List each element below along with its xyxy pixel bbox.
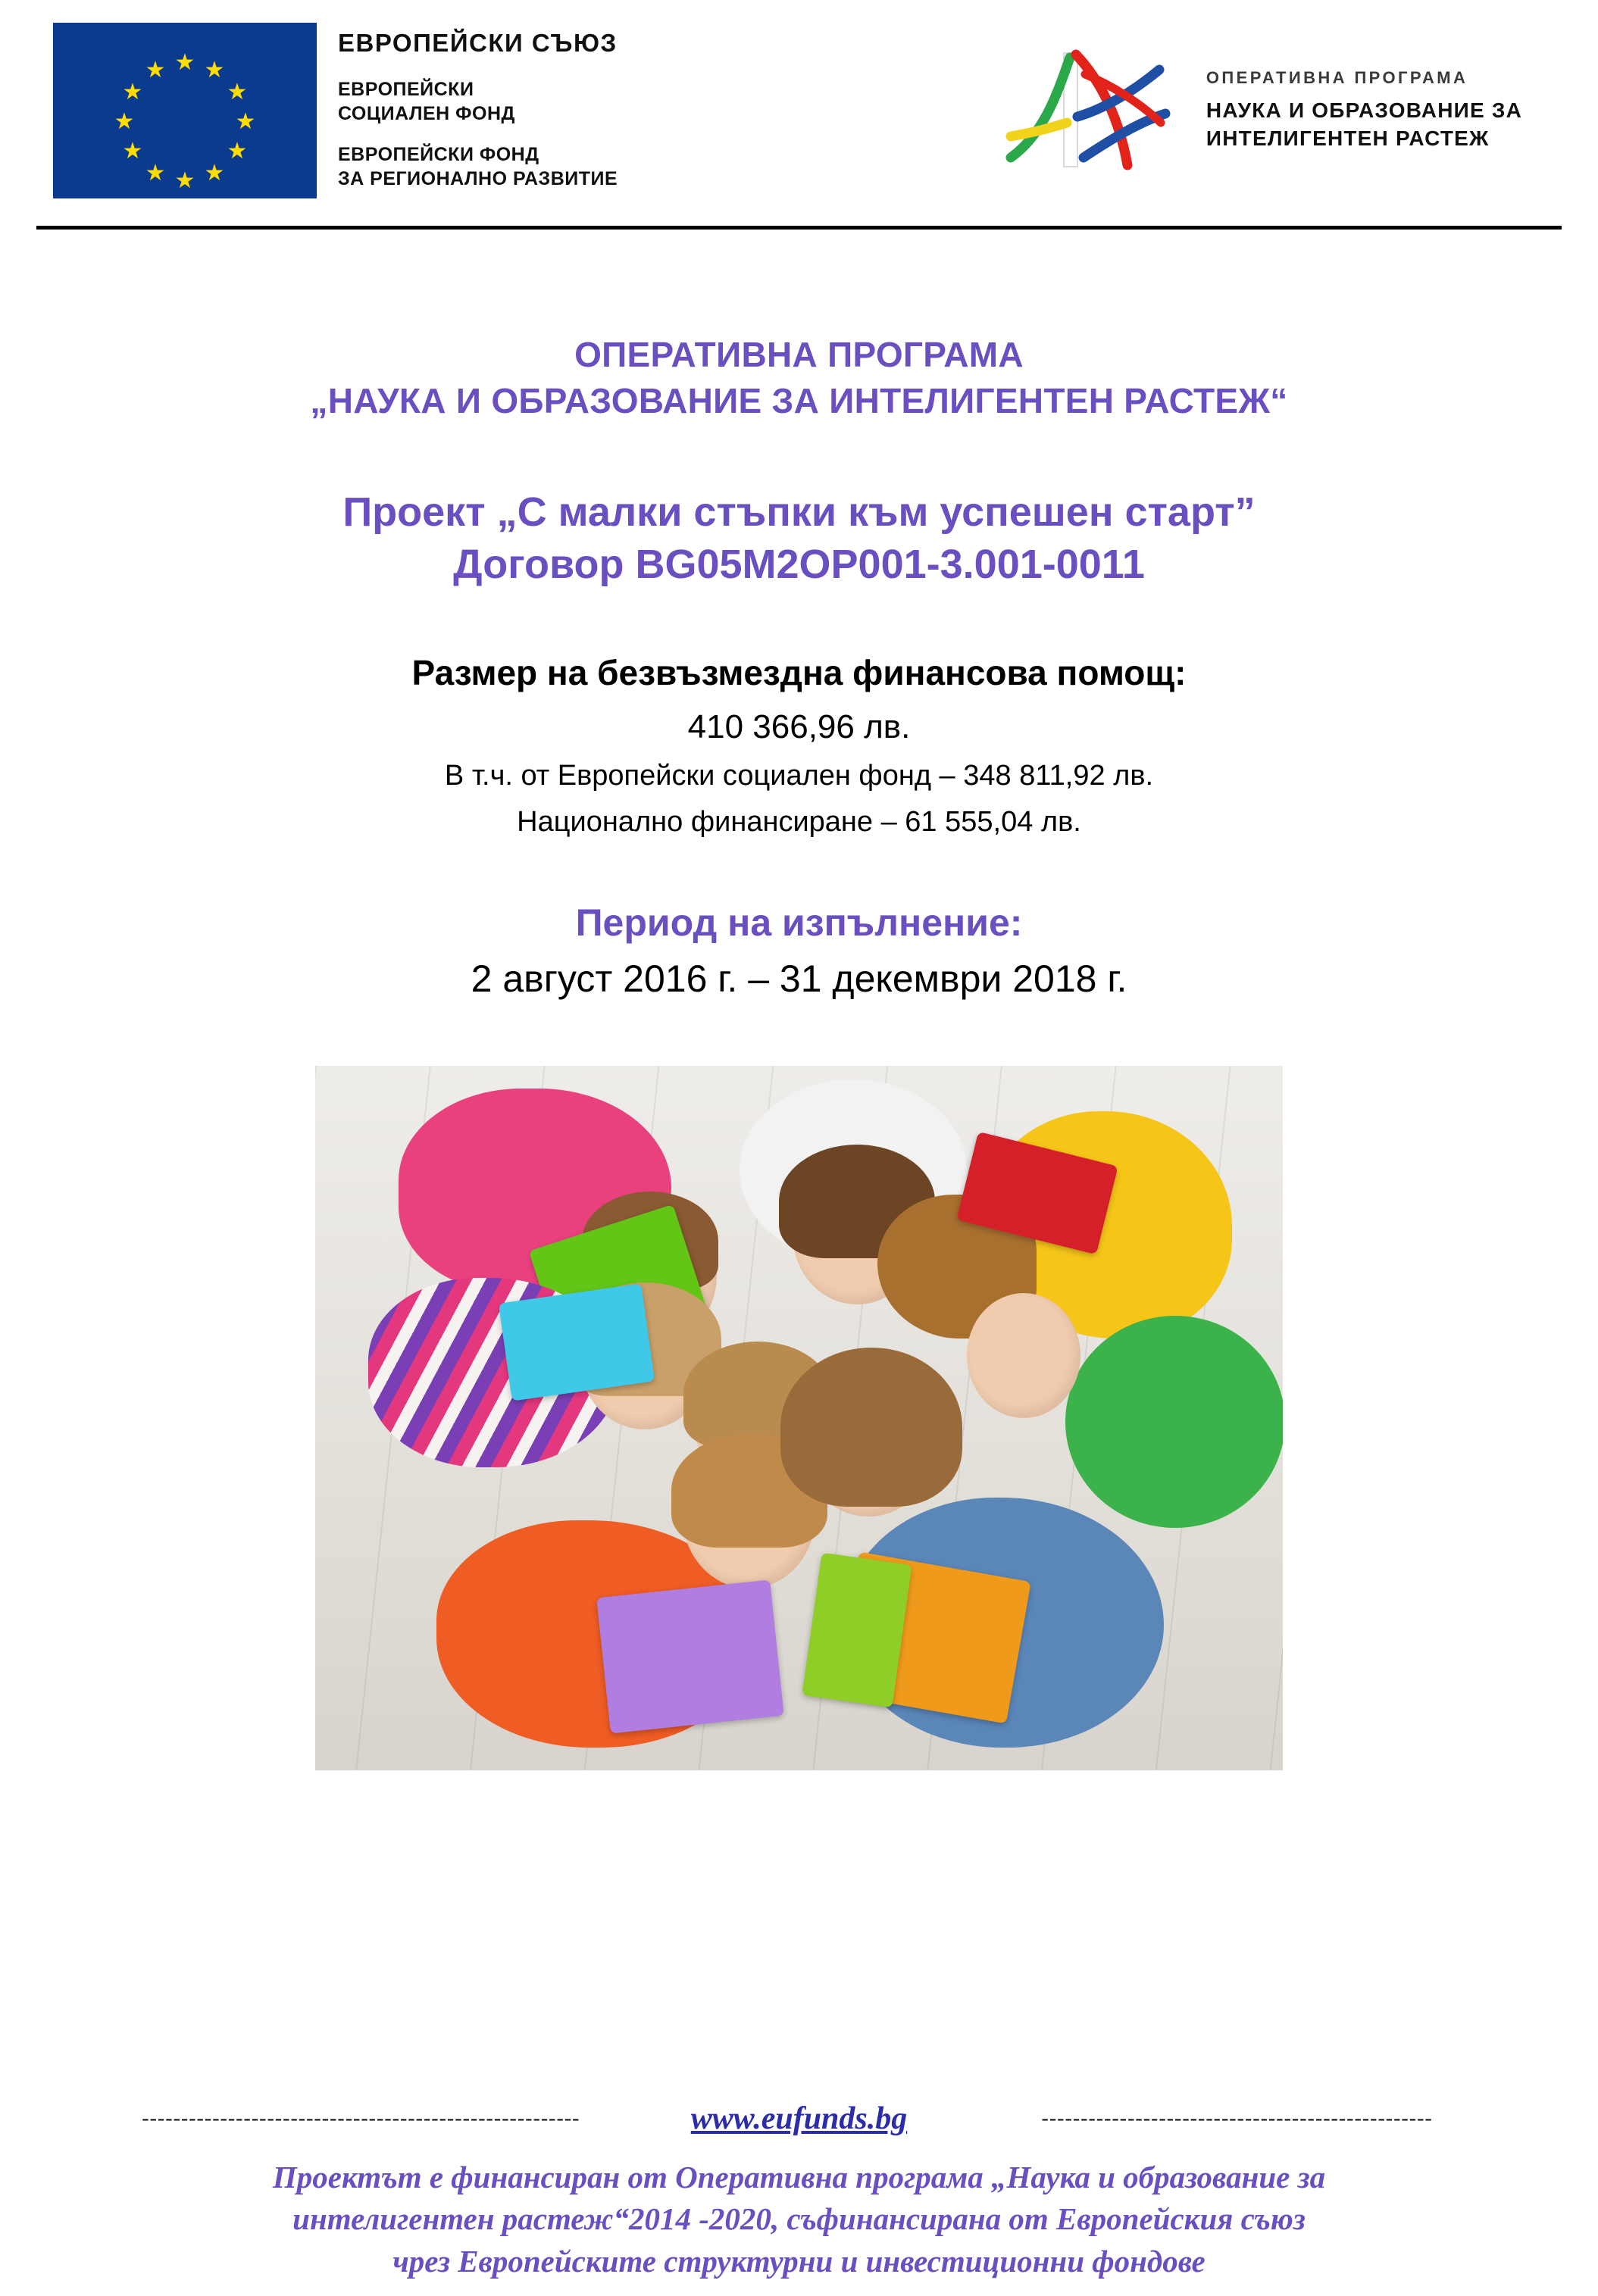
operational-programme-text (1206, 68, 1522, 153)
eufunds-link[interactable]: www.eufunds.bg (690, 2101, 908, 2136)
url-row (42, 2101, 1556, 2137)
eu-erdf-line-1: ЕВРОПЕЙСКИ ФОНД (338, 144, 539, 165)
funding-disclaimer-line-2: интелигентен растеж“2014 -2020, съфинансирана от Европейския съюз (292, 2201, 1306, 2237)
programme-heading-line-2: „НАУКА И ОБРАЗОВАНИЕ ЗА ИНТЕЛИГЕНТЕН РАСТЕЖ“ (310, 381, 1288, 421)
op-logo-small-label: ОПЕРАТИВНА ПРОГРАМА (1206, 67, 1468, 87)
eu-erdf-line-2: ЗА РЕГИОНАЛНО РАЗВИТИЕ (338, 168, 618, 189)
funding-disclaimer (42, 2157, 1556, 2282)
eu-emblem-text (338, 23, 618, 191)
project-name: Проект „С малки стъпки към успешен старт” (342, 489, 1256, 536)
dashes-right: -------------------------------------------------- (1041, 2106, 1433, 2130)
programme-heading-line-1: ОПЕРАТИВНА ПРОГРАМА (574, 335, 1024, 374)
document-body (0, 220, 1598, 1770)
children-photo (315, 1066, 1283, 1770)
eu-erdf-label (338, 142, 618, 191)
child-teal (1065, 1316, 1283, 1528)
operational-programme-block (997, 44, 1522, 176)
grant-national-share: Национално финансиране – 61 555,04 лв. (517, 805, 1081, 838)
header-divider (36, 226, 1562, 230)
op-logo-big-label (1206, 97, 1522, 153)
european-union-flag: ★ ★ ★ ★ ★ ★ ★ ★ ★ ★ ★ ★ (53, 23, 317, 198)
contract-number: Договор BG05M2OP001-3.001-0011 (453, 542, 1145, 588)
operational-programme-logo (997, 44, 1187, 176)
book-violet (596, 1579, 784, 1733)
document-footer (0, 2101, 1598, 2296)
project-title (53, 486, 1545, 591)
eu-esf-line-2: СОЦИАЛЕН ФОНД (338, 103, 515, 124)
grant-amount: 410 366,96 лв. (687, 708, 911, 745)
funding-disclaimer-line-3: чрез Европейските структурни и инвестиционни фондове (392, 2243, 1206, 2279)
dashes-left: -------------------------------------------------------- (142, 2106, 580, 2130)
eu-title: ЕВРОПЕЙСКИ СЪЮЗ (338, 29, 618, 57)
eu-esf-label (338, 77, 618, 126)
eu-emblem-block (53, 23, 618, 198)
child-teal-head (967, 1293, 1080, 1418)
programme-heading (53, 332, 1545, 424)
op-logo-big-line-2: ИНТЕЛИГЕНТЕН РАСТЕЖ (1206, 126, 1490, 150)
eu-esf-line-1: ЕВРОПЕЙСКИ (338, 79, 474, 100)
document-header (0, 0, 1598, 220)
child-denim-hair (780, 1348, 962, 1507)
grant-esf-share: В т.ч. от Европейски социален фонд – 348 811,92 лв. (444, 759, 1154, 792)
op-logo-big-line-1: НАУКА И ОБРАЗОВАНИЕ ЗА (1206, 98, 1522, 122)
period-value: 2 август 2016 г. – 31 декември 2018 г. (471, 957, 1127, 1000)
period-label: Период на изпълнение: (575, 901, 1023, 944)
book-cyan (499, 1283, 655, 1401)
funding-disclaimer-line-1: Проектът е финансиран от Оперативна програма „Наука и образование за (272, 2159, 1326, 2194)
grant-label: Размер на безвъзмездна финансова помощ: (411, 652, 1187, 692)
